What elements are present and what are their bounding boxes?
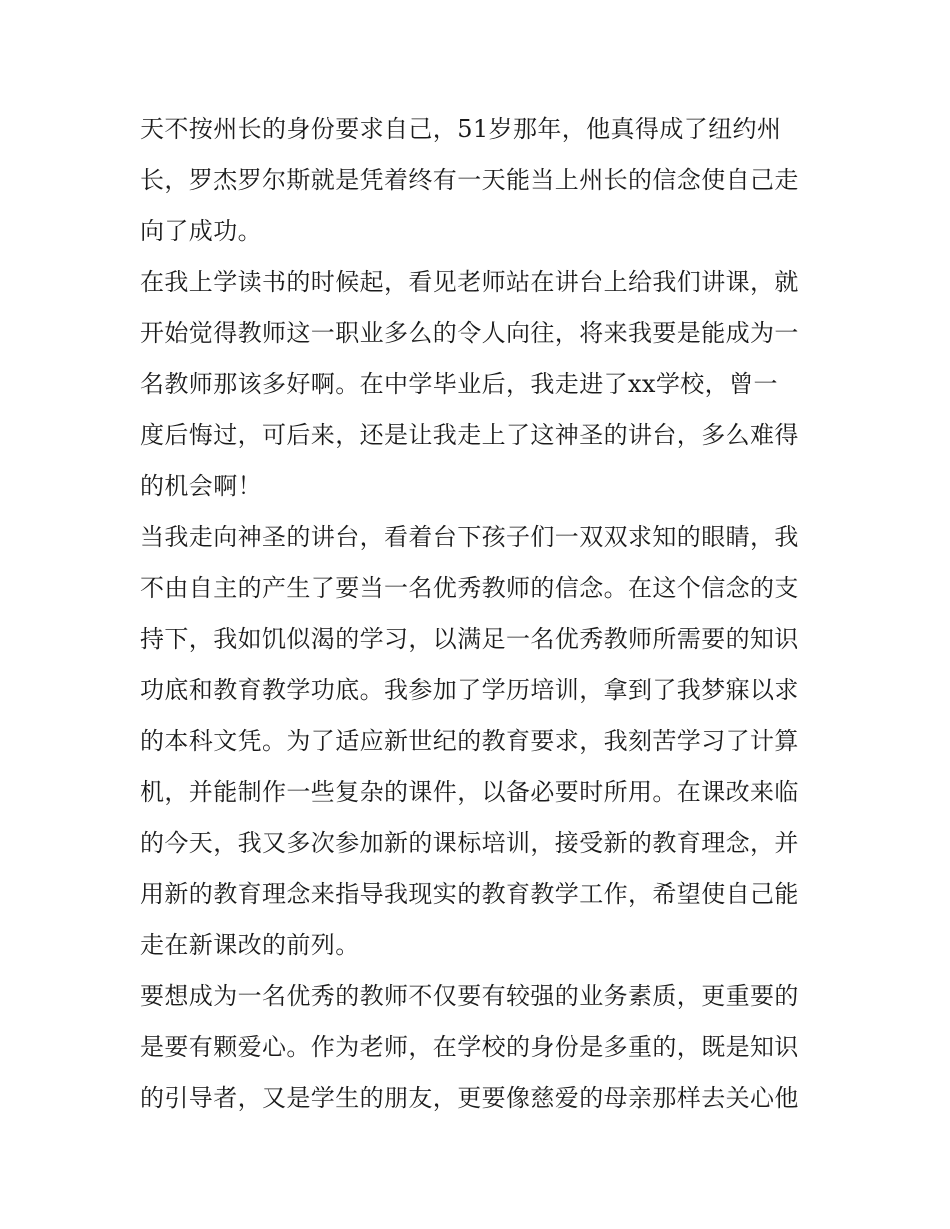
paragraph [140, 104, 820, 257]
paragraph [140, 971, 820, 1124]
text-line: 天不按州长的身份要求自己，51岁那年，他真得成了纽约州 [140, 115, 782, 143]
text-line: 开始觉得教师这一职业多么的令人向往，将来我要是能成为一 [140, 319, 799, 347]
text-line: 的机会啊！ [140, 472, 262, 500]
text-line: 当我走向神圣的讲台，看着台下孩子们一双双求知的眼睛，我 [140, 523, 799, 551]
text-line: 用新的教育理念来指导我现实的教育教学工作，希望使自己能 [140, 880, 799, 908]
text-line: 要想成为一名优秀的教师不仅要有较强的业务素质，更重要的 [140, 982, 799, 1010]
text-line: 是要有颗爱心。作为老师，在学校的身份是多重的，既是知识 [140, 1033, 799, 1061]
paragraph [140, 512, 820, 971]
text-line: 向了成功。 [140, 217, 262, 245]
paragraph [140, 257, 820, 512]
text-line: 的引导者，又是学生的朋友，更要像慈爱的母亲那样去关心他 [140, 1084, 799, 1112]
text-line: 不由自主的产生了要当一名优秀教师的信念。在这个信念的支 [140, 574, 799, 602]
text-line: 的今天，我又多次参加新的课标培训，接受新的教育理念，并 [140, 829, 799, 857]
text-line: 功底和教育教学功底。我参加了学历培训，拿到了我梦寐以求 [140, 676, 799, 704]
text-line: 名教师那该多好啊。在中学毕业后，我走进了xx学校，曾一 [140, 370, 778, 398]
text-line: 在我上学读书的时候起，看见老师站在讲台上给我们讲课，就 [140, 268, 799, 296]
text-line: 的本科文凭。为了适应新世纪的教育要求，我刻苦学习了计算 [140, 727, 799, 755]
text-line: 长，罗杰罗尔斯就是凭着终有一天能当上州长的信念使自己走 [140, 166, 799, 194]
text-line: 走在新课改的前列。 [140, 931, 360, 959]
text-line: 持下，我如饥似渴的学习，以满足一名优秀教师所需要的知识 [140, 625, 799, 653]
body-text [140, 104, 820, 1124]
text-line: 度后悔过，可后来，还是让我走上了这神圣的讲台，多么难得 [140, 421, 799, 449]
text-line: 机，并能制作一些复杂的课件，以备必要时所用。在课改来临 [140, 778, 799, 806]
